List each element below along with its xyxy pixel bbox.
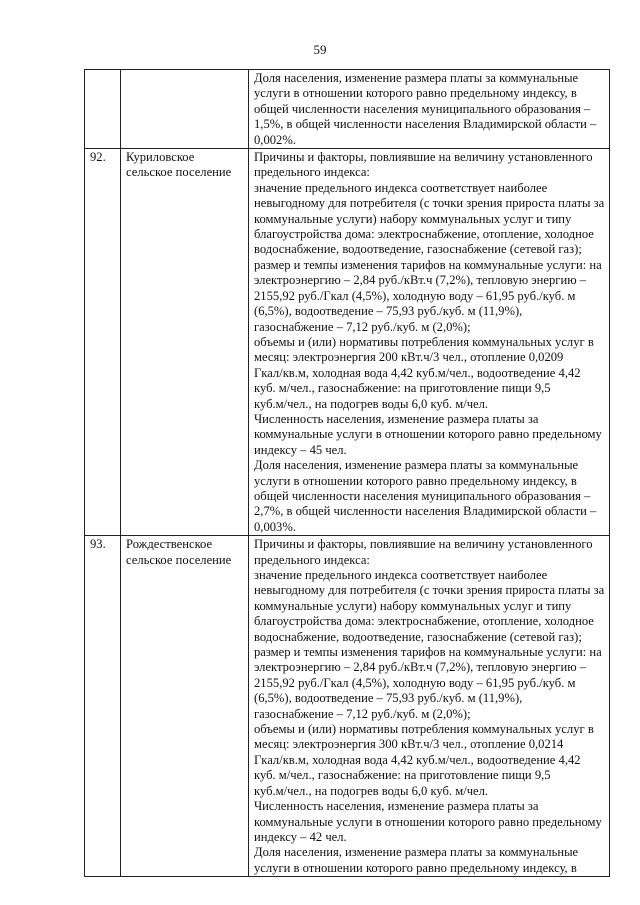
settlement-name-line: Куриловское (126, 150, 195, 165)
text-line: коммунальные услуги в отношении которого равно предельному (254, 427, 602, 442)
text-line: куб. м/чел., газоснабжение: на приготовление пищи 9,5 (254, 768, 551, 783)
text-line: услуги в отношении которого равно предельному индексу, в (254, 473, 577, 488)
row-number-cell: 93. (85, 536, 121, 877)
text-line: 2155,92 руб./Гкал (4,5%), холодную воду – 61,95 руб./куб. м (254, 288, 576, 303)
text-line: электроэнергию – 2,84 руб./кВт.ч (7,2%), тепловую энергию – (254, 273, 587, 288)
text-line: размер и темпы изменения тарифов на коммунальные услуги: на (254, 257, 602, 272)
text-line: общей численности населения муниципального образования – (254, 101, 591, 116)
text-line: благоустройства дома: электроснабжение, отопление, холодное (254, 227, 594, 242)
table-row-92 (85, 149, 610, 536)
text-line: предельного индекса: (254, 552, 370, 567)
text-line: Численность населения, изменение размера платы за (254, 411, 539, 426)
text-line: объемы и (или) нормативы потребления коммунальных услуг в (254, 334, 594, 349)
table-row-continuation (85, 70, 610, 149)
text-line: индексу – 42 чел. (254, 829, 347, 844)
text-line: водоснабжение, водоотведение, газоснабжение (сетевой газ); (254, 242, 582, 257)
text-line: предельного индекса: (254, 165, 370, 180)
text-line: значение предельного индекса соответствует наиболее (254, 568, 548, 582)
text-line: куб.м/чел., на подогрев воды 6,0 куб. м/чел. (254, 783, 489, 798)
text-line: коммунальные услуги) набору коммунальных услуг и типу (254, 598, 572, 613)
text-line: общей численности населения муниципального образования – (254, 488, 591, 503)
text-line: Доля населения, изменение размера платы за коммунальные (254, 845, 579, 860)
text-line: Численность населения, изменение размера платы за (254, 799, 539, 814)
text-line: 0,002%. (254, 132, 296, 147)
text-line: Гкал/кв.м, холодная вода 4,42 куб.м/чел., водоотведение 4,42 (254, 752, 581, 767)
text-line: 2155,92 руб./Гкал (4,5%), холодную воду – 61,95 руб./куб. м (254, 675, 576, 690)
text-line: куб. м/чел., газоснабжение: на приготовление пищи 9,5 (254, 381, 551, 396)
text-line: услуги в отношении которого равно предельному индексу, в (254, 86, 577, 101)
text-line: благоустройства дома: электроснабжение, отопление, холодное (254, 614, 594, 629)
settlement-name-cell (121, 70, 249, 149)
text-line: объемы и (или) нормативы потребления коммунальных услуг в (254, 722, 594, 737)
settlement-name-line: сельское поселение (126, 552, 232, 567)
description-cell (249, 536, 610, 877)
text-line: водоснабжение, водоотведение, газоснабжение (сетевой газ); (254, 629, 582, 644)
text-line: (6,5%), водоотведение – 75,93 руб./куб. м (11,9%), (254, 304, 523, 319)
text-line: Причины и факторы, повлиявшие на величину установленного (254, 537, 593, 552)
text-line: значение предельного индекса соответствует наиболее (254, 180, 548, 195)
text-line: коммунальные услуги в отношении которого равно предельному (254, 814, 602, 829)
row-number-cell: 92. (85, 149, 121, 536)
text-line: (6,5%), водоотведение – 75,93 руб./куб. м (11,9%), (254, 691, 523, 706)
text-line: коммунальные услуги) набору коммунальных услуг и типу (254, 211, 572, 226)
text-line: 2,7%, в общей численности населения Владимирской области – (254, 504, 597, 519)
settlement-name-cell (121, 149, 249, 536)
text-line: электроэнергию – 2,84 руб./кВт.ч (7,2%), тепловую энергию – (254, 660, 587, 675)
settlement-name-line: сельское поселение (126, 165, 232, 180)
row-number-cell (85, 70, 121, 149)
text-line: невыгодному для потребителя (с точки зрения прироста платы за (254, 196, 605, 211)
settlement-name-cell (121, 536, 249, 877)
text-line: Причины и факторы, повлиявшие на величину установленного (254, 150, 593, 165)
text-line: Доля населения, изменение размера платы за коммунальные (254, 71, 579, 85)
text-line: Гкал/кв.м, холодная вода 4,42 куб.м/чел., водоотведение 4,42 (254, 365, 581, 380)
text-line: месяц: электроэнергия 300 кВт.ч/3 чел., отопление 0,0214 (254, 737, 564, 752)
text-line: месяц: электроэнергия 200 кВт.ч/3 чел., отопление 0,0209 (254, 350, 564, 365)
text-line: индексу – 45 чел. (254, 442, 347, 457)
text-line: 1,5%, в общей численности населения Владимирской области – (254, 117, 597, 132)
description-cell (249, 149, 610, 536)
text-line: куб.м/чел., на подогрев воды 6,0 куб. м/чел. (254, 396, 489, 411)
text-line: услуги в отношении которого равно предельному индексу, в (254, 860, 577, 875)
text-line: газоснабжение – 7,12 руб./куб. м (2,0%); (254, 706, 471, 721)
text-line: Доля населения, изменение размера платы за коммунальные (254, 458, 579, 473)
settlement-name-line: Рождественское (126, 537, 213, 552)
text-line: газоснабжение – 7,12 руб./куб. м (2,0%); (254, 319, 471, 334)
text-line: 0,003%. (254, 519, 296, 534)
page-number: 59 (313, 42, 327, 57)
text-line: размер и темпы изменения тарифов на коммунальные услуги: на (254, 645, 602, 660)
description-cell (249, 70, 610, 149)
table-row-93 (85, 536, 610, 877)
indices-table (84, 69, 610, 877)
text-line: невыгодному для потребителя (с точки зрения прироста платы за (254, 583, 605, 598)
